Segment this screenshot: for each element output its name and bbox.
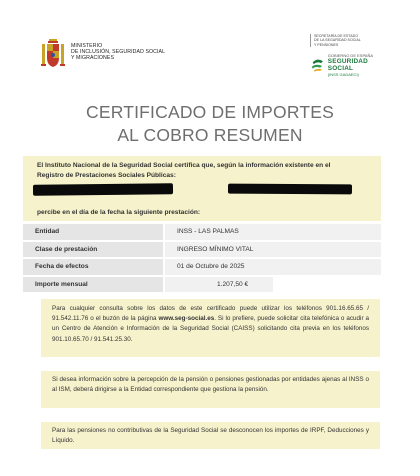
document-header bbox=[0, 0, 420, 90]
other-entities-info-box: Si desea información sobre la percepción de la pensión o pensiones gestionadas por entidades ajenas al INSS o al ISM, deberá dirigirse a la Entidad correspondiente que gestiona la pensión. bbox=[41, 371, 380, 408]
row-label: Clase de prestación bbox=[23, 242, 163, 258]
certification-intro: El Instituto Nacional de la Seguridad Social certifica que, según la información existente en el Registro de Prestaciones Sociales Públicas: percibe en el día de la fecha la siguiente prestación: bbox=[23, 156, 381, 221]
row-value: INSS - LAS PALMAS bbox=[165, 224, 381, 240]
monthly-amount: 1.207,50 € bbox=[165, 277, 273, 293]
row-value: 01 de Octubre de 2025 bbox=[165, 259, 381, 275]
row-label: Entidad bbox=[23, 224, 163, 240]
seguridad-social-mark-icon bbox=[310, 57, 325, 73]
table-row bbox=[23, 224, 381, 240]
row-label: Fecha de efectos bbox=[23, 259, 163, 275]
ministry-name: MINISTERIO DE INCLUSIÓN, SEGURIDAD SOCIAL Y MIGRACIONES bbox=[71, 43, 166, 62]
table-row bbox=[23, 277, 381, 293]
document-title: CERTIFICADO DE IMPORTES AL COBRO RESUMEN bbox=[85, 102, 334, 145]
ministry-logo bbox=[40, 38, 191, 72]
secretaria-name: SECRETARÍA DE ESTADO DE LA SEGURIDAD SOCIAL Y PENSIONES bbox=[310, 34, 390, 47]
benefit-details-table bbox=[23, 224, 381, 294]
row-value: INGRESO MÍNIMO VITAL bbox=[165, 242, 381, 258]
row-label: Importe mensual bbox=[23, 277, 163, 293]
coat-of-arms-icon bbox=[40, 38, 66, 72]
table-row bbox=[23, 242, 381, 258]
contact-info-box: Para cualquier consulta sobre los datos de este certificado puede utilizar los teléfonos 901.16.65.65 / 91.542.11.76 o el buzón de la página www.seg-social.es. Si lo prefiere, puede solicitar cita telefónica o acudir a un Centro de Atención e Información de la Seguridad Social (CAISS) solicitando cita previa en los teléfonos 901.10.65.70 / 91.541.25.30. bbox=[41, 299, 380, 357]
redacted-id bbox=[228, 184, 352, 195]
non-contributory-info-box: Para las pensiones no contributivas de la Seguridad Social se desconocen los importes de IRPF, Deducciones y Líquido. bbox=[41, 422, 380, 449]
seguridad-social-logo: SECRETARÍA DE ESTADO DE LA SEGURIDAD SOCIAL Y PENSIONES GOBIERNO DE ESPAÑA SEGURIDAD SOCIAL (INSS GADAECI) bbox=[310, 34, 390, 77]
table-row bbox=[23, 259, 381, 275]
seg-social-link[interactable]: www.seg-social.es bbox=[158, 315, 215, 323]
redacted-name bbox=[33, 183, 173, 195]
